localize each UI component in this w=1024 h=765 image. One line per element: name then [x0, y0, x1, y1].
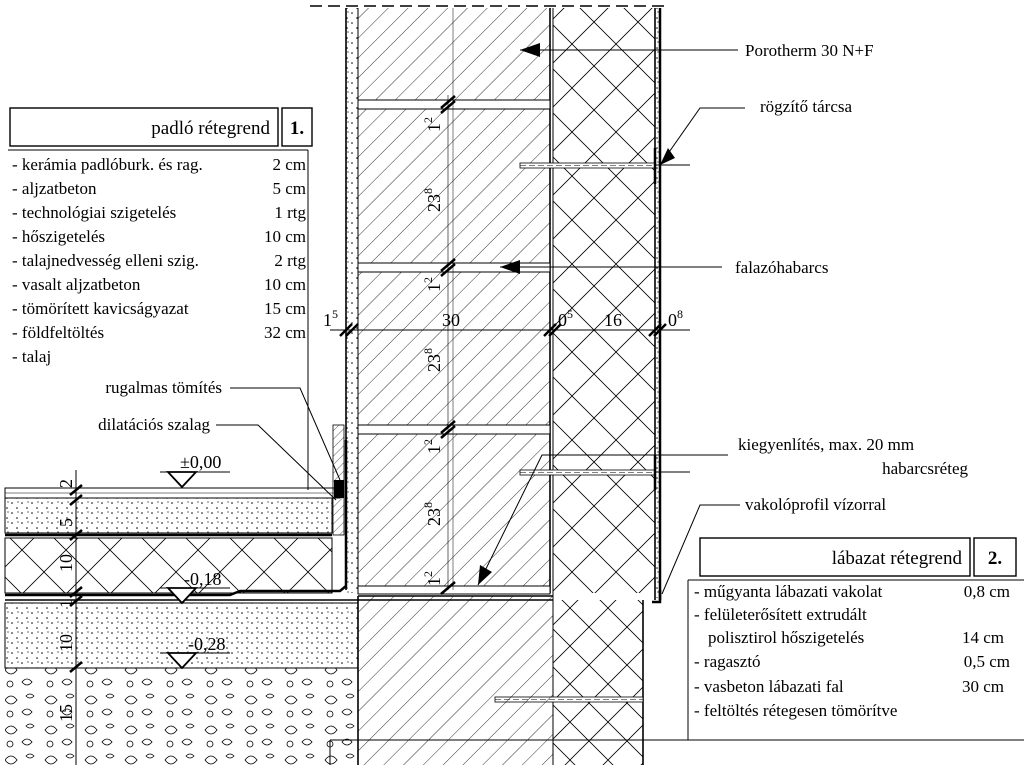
plinth-layer-list	[694, 582, 1010, 720]
screed-layer	[5, 498, 332, 533]
floor-layer-size: 5 cm	[272, 179, 306, 198]
plinth-layer-name: - vasbeton lábazati fal	[694, 677, 844, 696]
brick-dim: $1^2$	[421, 439, 444, 454]
brick-dim: $1^2$	[421, 277, 444, 292]
floor-layer-size: 32 cm	[263, 323, 306, 342]
callout-profile: vakolóprofil vízorral	[745, 495, 887, 514]
eps-thermal-insulation	[553, 8, 655, 593]
callout-elastic-seal: rugalmas tömítés	[105, 378, 222, 397]
floor-layer-size: 2 rtg	[274, 251, 306, 270]
floor-box-title: padló rétegrend	[151, 118, 270, 139]
brick-dim: $1^2$	[421, 117, 444, 132]
floor-layer-name: - kerámia padlóburk. és rag.	[12, 155, 203, 174]
callout-leveling-1: kiegyenlítés, max. 20 mm	[738, 435, 915, 454]
floor-layer-name: - technológiai szigetelés	[12, 203, 177, 222]
plinth-layer-size: 0,5 cm	[963, 652, 1010, 671]
floor-layer-size: 10 cm	[263, 275, 306, 294]
brick-dim: $23^8$	[421, 348, 444, 372]
level-low-label: -0,28	[188, 634, 226, 654]
floor-dim-gravel: 15	[56, 704, 76, 722]
floor-thermal-insulation	[5, 538, 332, 593]
plinth-layer-name: - feltöltés rétegesen tömörítve	[694, 701, 898, 720]
floor-layer-name: - aljzatbeton	[12, 179, 97, 198]
plinth-box-title: lábazat rétegrend	[831, 548, 962, 569]
plinth-layer-size: 30 cm	[961, 677, 1004, 696]
plinth-layer-size: 0,8 cm	[963, 582, 1010, 601]
floor-dim-tile: 2	[56, 479, 76, 488]
floor-layer-size: 15 cm	[263, 299, 306, 318]
plinth-layer-name: polisztirol hőszigetelés	[708, 628, 865, 647]
interior-plaster	[346, 8, 358, 593]
level-marker-floor	[160, 452, 230, 487]
dim-wall-30: 30	[442, 310, 460, 330]
callout-leveling-2: habarcsréteg	[882, 459, 968, 478]
floor-layer-size: 2 cm	[272, 155, 306, 174]
plinth-layer-name: - ragasztó	[694, 652, 761, 671]
floor-dim-screed: 5	[56, 518, 76, 527]
callout-fastener: rögzítő tárcsa	[760, 97, 853, 116]
floor-dim-membrane: 1	[56, 599, 76, 608]
callout-dilation-tape: dilatációs szalag	[98, 415, 210, 434]
plinth-box-number: 2.	[987, 548, 1003, 569]
brick-dim: $23^8$	[421, 188, 444, 212]
dim-plaster-out: $0^8$	[668, 307, 683, 330]
dim-insulation-16: 16	[604, 310, 622, 330]
brick-dim: $1^2$	[421, 571, 444, 586]
floor-layer-name: - talaj	[12, 347, 52, 366]
mortar-leveling-layer	[358, 586, 550, 594]
dim-plaster-in: $1^5$	[323, 307, 338, 330]
floor-layer-name: - tömörített kavicságyazat	[12, 299, 189, 318]
floor-layer-name: - talajnedvesség elleni szig.	[12, 251, 199, 270]
floor-dim-slab: 10	[56, 634, 76, 652]
plinth-layer-name: - felületerősített extrudált	[694, 605, 867, 624]
floor-layer-name: - hőszigetelés	[12, 227, 105, 246]
floor-layer-list	[12, 155, 306, 366]
callout-porotherm: Porotherm 30 N+F	[745, 41, 874, 60]
floor-layer-name: - vasalt aljzatbeton	[12, 275, 141, 294]
elastic-seal	[334, 480, 344, 498]
floor-layer-size: 1 rtg	[274, 203, 306, 222]
floor-box-number: 1.	[289, 118, 305, 139]
brick-dim: $23^8$	[421, 502, 444, 526]
floor-layer-name: - földfeltöltés	[12, 323, 105, 342]
dim-adhesive: $0^5$	[558, 307, 573, 330]
plinth-layer-name: - műgyanta lábazati vakolat	[694, 582, 883, 601]
level-mid-label: -0,18	[184, 569, 222, 589]
plinth-layer-size: 14 cm	[961, 628, 1004, 647]
floor-layer-size: 10 cm	[263, 227, 306, 246]
floor-dim-insulation: 10	[56, 554, 76, 572]
callout-mortar: falazóhabarcs	[735, 258, 829, 277]
level-floor-label: ±0,00	[180, 452, 222, 472]
